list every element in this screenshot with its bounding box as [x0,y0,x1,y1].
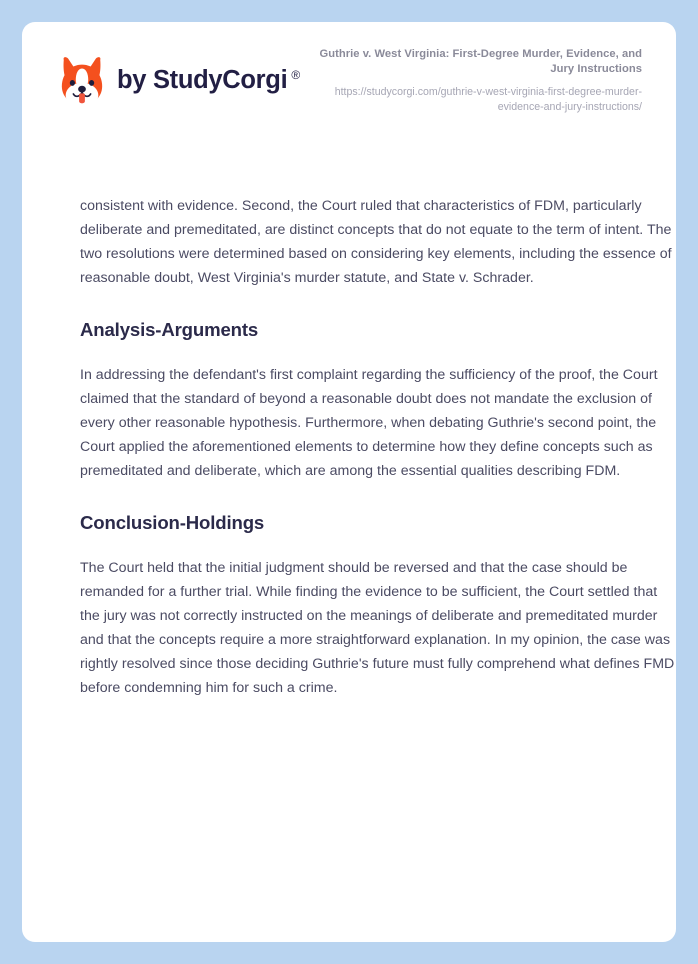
brand-name-text [117,68,300,94]
document-header [22,22,676,140]
section-heading-analysis: Analysis-Arguments [80,319,259,340]
brand-logo[interactable] [58,56,300,106]
document-url[interactable]: https://studycorgi.com/guthrie-v-west-virginia-first-degree-murder-evidence-and-jury-instructions/ [334,86,642,114]
paragraph: The Court held that the initial judgment should be reversed and that the case should be remanded for a further trial. While finding the evidence to be sufficient, the Court settled that the jury was not correctly instructed on the meanings of deliberate and premeditated murder and that the concepts require a more straightforward explanation. In my opinion, the case was rightly resolved since those deciding Guthrie's future must fully comprehend what defines FMD before condemning him for such a crime. [80,560,675,697]
document-title: Guthrie v. West Virginia: First-Degree Murder, Evidence, and Jury Instructions [319,47,642,76]
paragraph: In addressing the defendant's first complaint regarding the sufficiency of the proof, the Court claimed that the standard of beyond a reasonable doubt does not mandate the exclusion of every other reasonable hypothesis. Furthermore, when debating Guthrie's second point, the Court applied the aforementioned elements to determine how they define concepts such as premeditated and deliberate, which are among the essential qualities describing FDM. [80,367,658,480]
paragraph: consistent with evidence. Second, the Court ruled that characteristics of FDM, particularly deliberate and premeditated, are distinct concepts that do not equate to the term of intent. The two resolutions were determined based on considering key elements, including the essence of reasonable doubt, West Virginia's murder statute, and State v. Schrader. [80,198,672,286]
document-card [22,22,676,942]
brand-name-label: by StudyCorgi [117,66,288,95]
document-meta [300,47,642,116]
registered-mark-icon: ® [291,68,300,83]
corgi-face-icon [58,56,106,106]
document-body [80,194,676,700]
section-heading-conclusion: Conclusion-Holdings [80,512,265,534]
